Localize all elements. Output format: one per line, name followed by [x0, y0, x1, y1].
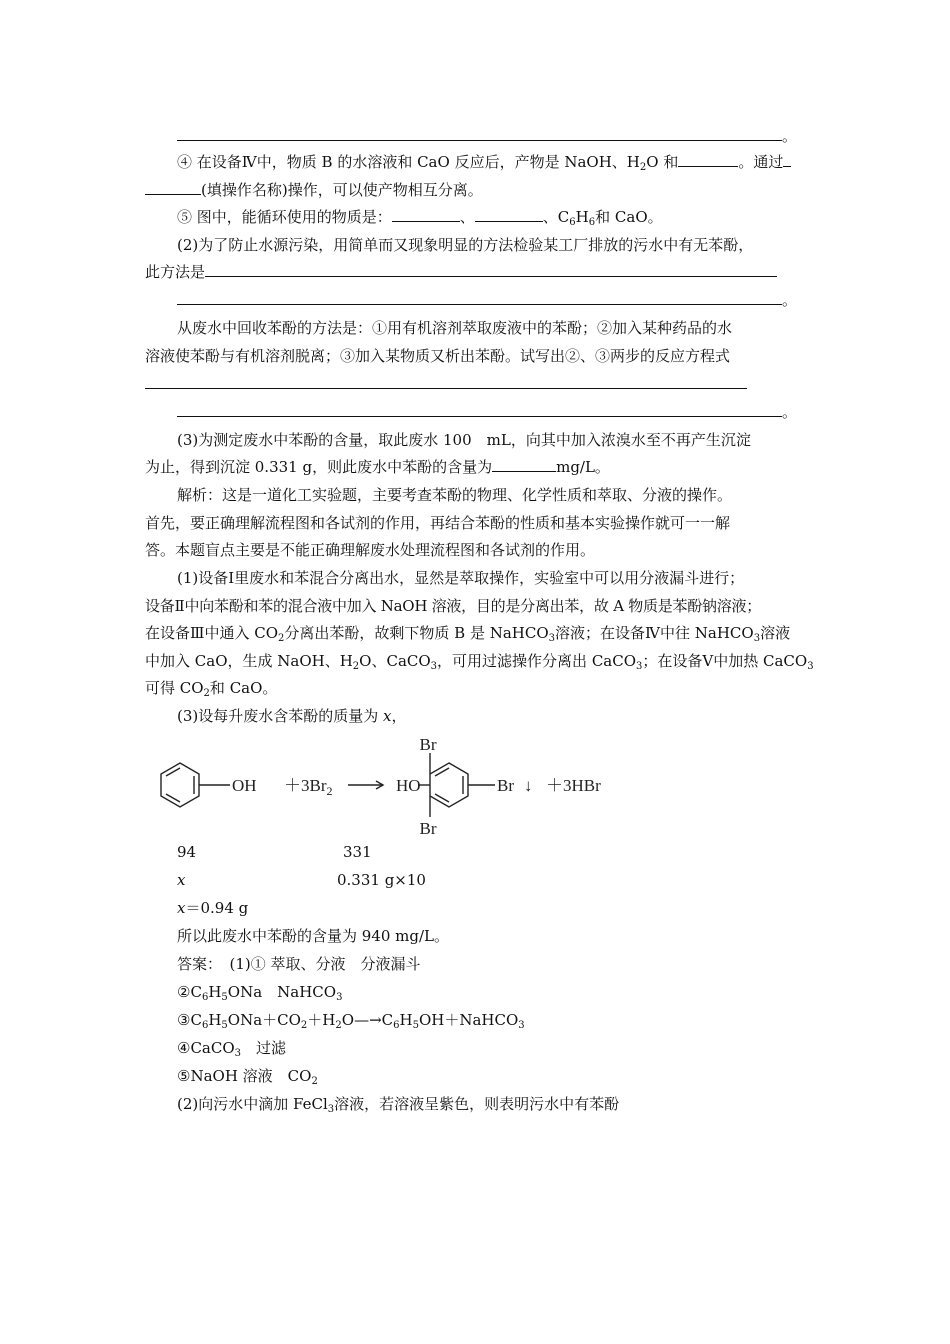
fill-blank: [475, 206, 543, 222]
answer-line-1: 。: [177, 124, 797, 148]
answer-2: $②C_6H_5ONa$ NaHCO$_3$: [177, 983, 343, 1003]
analysis-line-1: 解析：这是一道化工实验题，主要考查苯酚的物理、化学性质和萃取、分液的操作。: [177, 486, 733, 504]
analysis-line-8: 可得 $CO_2$和 CaO。: [145, 679, 278, 699]
question-5-line: ⑤ 图中，能循环使用的物质是： 、 、$C_6H_6$和 CaO。: [177, 208, 663, 228]
blank-line: [205, 262, 777, 277]
blank-line: [177, 402, 782, 417]
reaction-arrow: —→: [354, 1011, 382, 1029]
br-right-label: Br: [497, 776, 514, 795]
answer-line-2: 。: [177, 288, 797, 312]
recovery-text-1: 从废水中回收苯酚的方法是：①用有机溶剂萃取废液中的苯酚；②加入某种药品的水: [177, 319, 733, 337]
analysis-line-9: (3)设每升废水含苯酚的质量为 x，: [177, 707, 407, 725]
analysis-line-7: 中加入 CaO，生成 NaOH、$H_2O$、CaCO$_3$，可用过滤操作分离出 CaCO$_3$；在设备Ⅴ中加热 CaCO$_3$: [145, 652, 814, 672]
calc-row-2: x: [177, 871, 186, 889]
blank-line: [177, 126, 782, 141]
answer-4: ④CaCO$_3$ 过滤: [177, 1039, 287, 1059]
analysis-line-6: 在设备Ⅲ中通入 $CO_2$分离出苯酚，故剩下物质 B 是 NaHCO$_3$溶液；在设备Ⅳ中往 NaHCO$_3$溶液: [145, 624, 791, 644]
reagent-label: $+3Br_2$: [284, 776, 333, 798]
fill-blank: [492, 456, 556, 472]
blank-line: [145, 374, 747, 389]
answer-5: ⑤NaOH 溶液 $CO_2$: [177, 1067, 318, 1087]
answer-3: $③C_6H_5ONa+CO_2+H_2O—\to C_6H_5OH+NaHCO_3$: [177, 1011, 525, 1031]
phenol-oh-label: OH: [232, 776, 257, 795]
analysis-line-3: 答。本题盲点主要是不能正确理解废水处理流程图和各试剂的作用。: [145, 541, 596, 559]
question-3-line: (3)为测定废水中苯酚的含量，取此废水 100 mL，向其中加入浓溴水至不再产生沉淀: [177, 431, 751, 449]
fill-blank: [392, 206, 460, 222]
recovery-text-2: 溶液使苯酚与有机溶剂脱离；③加入某物质又析出苯酚。试写出②、③两步的反应方程式: [145, 347, 731, 365]
fill-blank: [678, 151, 738, 167]
question-2-line-2: 此方法是: [145, 260, 777, 284]
calc-row-1: 94: [177, 843, 197, 861]
br-bottom-label: Br: [419, 819, 437, 838]
reaction-structure: [150, 726, 630, 841]
reaction-equation: [150, 726, 630, 841]
precipitate-arrow-icon: ↓: [524, 776, 533, 795]
answer-line-3: [145, 372, 747, 396]
calc-row-1-right: 331: [343, 843, 372, 861]
question-2-line: (2)为了防止水源污染，用简单而又现象明显的方法检验某工厂排放的污水中有无苯酚，: [177, 236, 754, 254]
calc-row-3: x＝0.94 g: [177, 899, 249, 917]
calc-row-4: 所以此废水中苯酚的含量为 940 mg/L。: [177, 927, 450, 945]
analysis-line-4: (1)设备Ⅰ里废水和苯混合分离出水，显然是萃取操作，实验室中可以用分液漏斗进行；: [177, 569, 745, 587]
calc-row-2-right: 0.331 g×10: [337, 871, 426, 889]
answer-1: 答案： (1)① 萃取、分液 分液漏斗: [177, 955, 421, 973]
blank-line: [177, 290, 782, 305]
br-top-label: Br: [419, 735, 437, 754]
fill-blank: [783, 151, 791, 167]
fill-blank: [145, 179, 201, 195]
analysis-line-2: 首先，要正确理解流程图和各试剂的作用，再结合苯酚的性质和基本实验操作就可一一解: [145, 514, 731, 532]
answer-6: (2)向污水中滴加 FeCl$_3$溶液，若溶液呈紫色，则表明污水中有苯酚: [177, 1095, 620, 1115]
answer-line-4: 。: [177, 400, 797, 424]
hbr-product-label: ＋3HBr: [546, 776, 601, 795]
ho-label: HO: [396, 776, 421, 795]
question-4-line: ④ 在设备Ⅳ中，物质 B 的水溶液和 CaO 反应后，产物是 NaOH、$H_2O$ 和 。通过: [177, 150, 791, 174]
question-4-line-2: (填操作名称)操作，可以使产物相互分离。: [145, 178, 483, 202]
question-3-line-2: 为止，得到沉淀 0.331 g，则此废水中苯酚的含量为 mg/L。: [145, 458, 610, 476]
analysis-line-5: 设备Ⅱ中向苯酚和苯的混合液中加入 NaOH 溶液，目的是分离出苯，故 A 物质是苯酚钠溶液；: [145, 597, 762, 615]
